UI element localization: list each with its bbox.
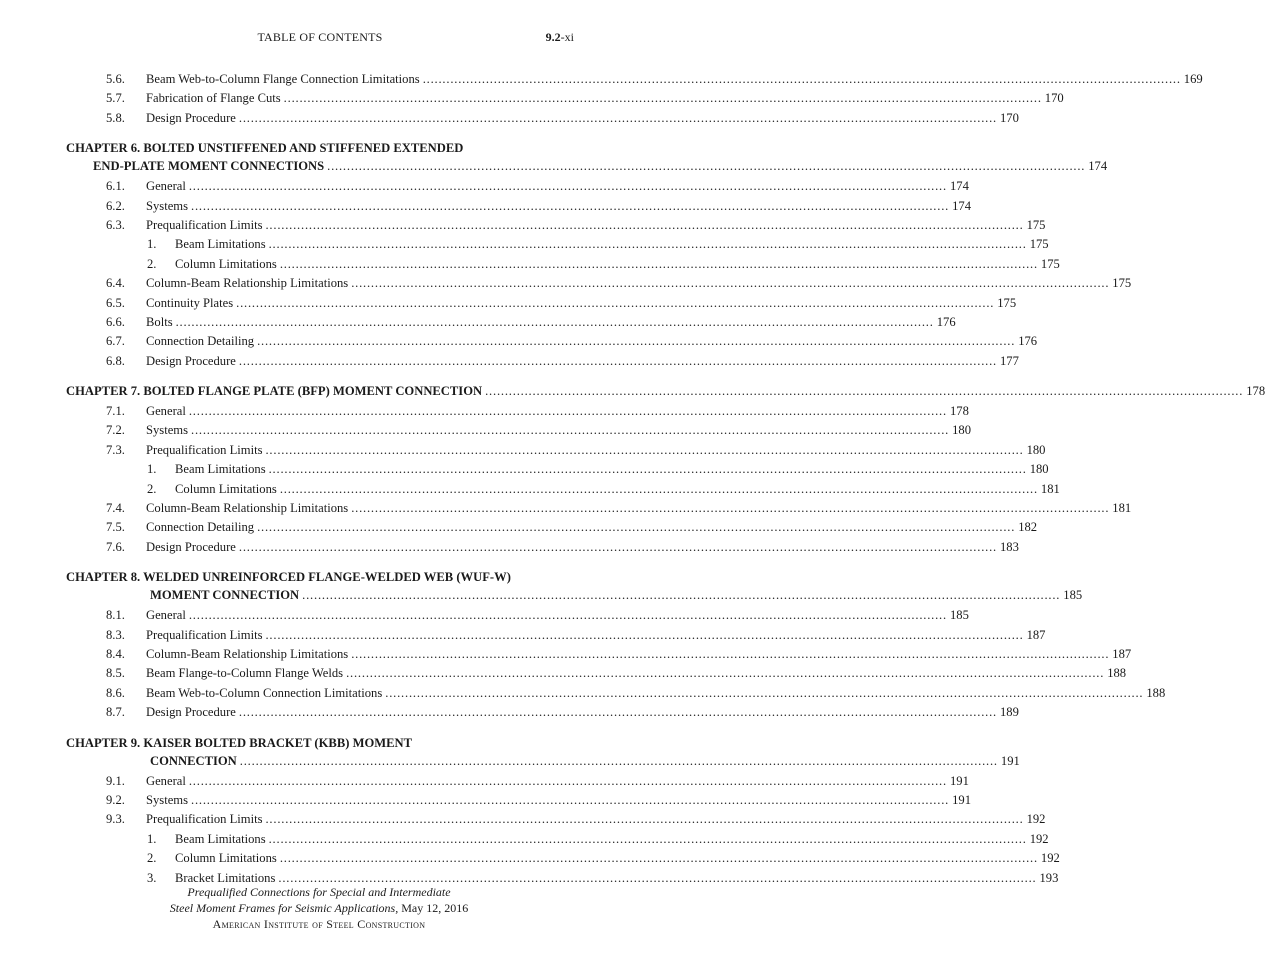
section-number: 7.2. xyxy=(106,423,125,438)
dot-leader: ................................................................................................................................................................................................ xyxy=(485,384,1244,399)
section-number: 6.4. xyxy=(106,276,125,291)
page-ref: 170 xyxy=(1044,91,1064,106)
running-title: TABLE OF CONTENTS xyxy=(257,30,383,44)
subsection-title: Bracket Limitations xyxy=(175,870,276,885)
toc-entry[interactable] xyxy=(0,70,1203,89)
dot-leader: ................................................................................................................................................................................................ xyxy=(191,792,950,807)
dot-leader: ................................................................................................................................................................................................ xyxy=(351,646,1110,661)
section-number: 9.1. xyxy=(106,773,125,788)
page-ref: 187 xyxy=(1026,627,1046,642)
section-number: 6.8. xyxy=(106,353,125,368)
chapter-heading[interactable] xyxy=(0,139,1108,177)
page-ref: 185 xyxy=(949,608,969,623)
dot-leader: ................................................................................................................................................................................................ xyxy=(279,851,1038,866)
section-title: Column-Beam Relationship Limitations xyxy=(146,501,349,516)
section-title: General xyxy=(146,773,186,788)
dot-leader: ................................................................................................................................................................................................ xyxy=(278,870,1037,885)
dot-leader: ................................................................................................................................................................................................ xyxy=(279,256,1038,271)
dot-leader: ................................................................................................................................................................................................ xyxy=(265,812,1024,827)
page-ref: 174 xyxy=(952,198,971,213)
page-ref: 178 xyxy=(949,404,969,419)
section-title: Column-Beam Relationship Limitations xyxy=(146,276,349,291)
page-number xyxy=(546,30,574,45)
dot-leader: ................................................................................................................................................................................................ xyxy=(268,462,1027,477)
toc-entry[interactable] xyxy=(0,441,1046,460)
section-number: 8.1. xyxy=(106,608,125,623)
section-title: Prequalification Limits xyxy=(146,812,263,827)
toc-subentry[interactable] xyxy=(0,255,1060,274)
chapter-title-line1: CHAPTER 8. WELDED UNREINFORCED FLANGE-WELDED WEB (WUF-W) xyxy=(66,570,511,585)
subsection-number: 2. xyxy=(147,481,157,496)
section-number: 7.5. xyxy=(106,520,125,535)
dot-leader: ................................................................................................................................................................................................ xyxy=(265,217,1024,232)
dot-leader: ................................................................................................................................................................................................ xyxy=(191,423,950,438)
subsection-number: 1. xyxy=(147,462,157,477)
section-number: 6.7. xyxy=(106,334,125,349)
section-title: Prequalification Limits xyxy=(146,217,263,232)
dot-leader: ................................................................................................................................................................................................ xyxy=(302,588,1061,603)
page-ref: 180 xyxy=(952,423,971,438)
subsection-title: Beam Limitations xyxy=(175,237,266,252)
toc-entry[interactable] xyxy=(0,332,1038,351)
section-title: Systems xyxy=(146,198,188,213)
section-number: 7.4. xyxy=(106,501,125,516)
section-number: 8.5. xyxy=(106,666,125,681)
chapter-title-line1: CHAPTER 9. KAISER BOLTED BRACKET (KBB) MOMENT xyxy=(66,735,413,750)
section-number: 9.3. xyxy=(106,812,125,827)
subsection-number: 2. xyxy=(147,851,157,866)
subsection-number: 1. xyxy=(147,237,157,252)
section-number: 5.7. xyxy=(106,91,125,106)
toc-entry[interactable] xyxy=(0,538,1019,557)
chapter-title-line2: CONNECTION xyxy=(150,753,237,768)
chapter-heading[interactable] xyxy=(0,734,1020,772)
section-title: General xyxy=(146,608,186,623)
section-number: 6.3. xyxy=(106,217,125,232)
page-ref: 175 xyxy=(1029,237,1049,252)
toc-subentry[interactable] xyxy=(0,235,1049,254)
section-title: Connection Detailing xyxy=(146,520,255,535)
subsection-title: Beam Limitations xyxy=(175,831,266,846)
page-ref: 187 xyxy=(1112,646,1132,661)
page-ref: 192 xyxy=(1040,851,1060,866)
page-ref: 175 xyxy=(1112,276,1132,291)
toc-entry[interactable] xyxy=(0,703,1019,722)
section-number: 7.6. xyxy=(106,539,125,554)
section-title: General xyxy=(146,404,186,419)
section-title: Beam Web-to-Column Connection Limitations xyxy=(146,685,383,700)
footer-subtitle-italic: Steel Moment Frames for Seismic Applications, xyxy=(169,901,399,915)
toc-entry[interactable] xyxy=(0,791,971,810)
page-ref: 170 xyxy=(1000,110,1019,125)
page-ref: 193 xyxy=(1039,870,1059,885)
toc-entry[interactable] xyxy=(0,518,1038,537)
section-number: 8.7. xyxy=(106,705,125,720)
dot-leader: ................................................................................................................................................................................................ xyxy=(188,404,947,419)
dot-leader: ................................................................................................................................................................................................ xyxy=(283,91,1042,106)
dot-leader: ................................................................................................................................................................................................ xyxy=(351,276,1110,291)
toc-entry[interactable] xyxy=(0,684,1166,703)
page-ref: 183 xyxy=(1000,539,1019,554)
page-ref: 192 xyxy=(1029,831,1049,846)
section-title: Fabrication of Flange Cuts xyxy=(146,91,281,106)
dot-leader: ................................................................................................................................................................................................ xyxy=(422,72,1181,86)
dot-leader: ................................................................................................................................................................................................ xyxy=(257,520,1016,535)
toc-subentry[interactable] xyxy=(0,830,1049,849)
dot-leader: ................................................................................................................................................................................................ xyxy=(346,666,1105,681)
dot-leader: ................................................................................................................................................................................................ xyxy=(188,608,947,623)
section-number: 9.2. xyxy=(106,792,125,807)
footer-date: May 12, 2016 xyxy=(398,901,469,915)
dot-leader: ................................................................................................................................................................................................ xyxy=(191,198,950,213)
toc-subentry[interactable] xyxy=(0,480,1060,499)
section-number: 6.6. xyxy=(106,314,125,329)
dot-leader: ................................................................................................................................................................................................ xyxy=(257,334,1016,349)
page-ref: 185 xyxy=(1063,588,1083,603)
page-ref: 178 xyxy=(1246,384,1265,399)
toc-subentry[interactable] xyxy=(0,460,1049,479)
dot-leader: ................................................................................................................................................................................................ xyxy=(238,110,997,125)
toc-entry[interactable] xyxy=(0,626,1046,645)
page-ref: 176 xyxy=(1018,334,1038,349)
toc-entry[interactable] xyxy=(0,274,1132,293)
page-ref: 180 xyxy=(1029,462,1049,477)
page-ref: 174 xyxy=(1088,159,1108,174)
toc-entry[interactable] xyxy=(0,499,1132,518)
toc-entry[interactable] xyxy=(0,664,1127,683)
footer-publication-title: Prequalified Connections for Special and Intermediate xyxy=(187,885,451,899)
chapter-heading[interactable] xyxy=(0,382,1265,402)
page-ref: 174 xyxy=(949,179,969,194)
footer-publisher: American Institute of Steel Construction xyxy=(212,917,426,931)
page-ref: 182 xyxy=(1018,520,1038,535)
dot-leader: ................................................................................................................................................................................................ xyxy=(238,539,997,554)
page-header xyxy=(66,30,574,46)
toc-entry[interactable] xyxy=(0,313,956,332)
page-ref: 191 xyxy=(1000,753,1020,768)
page-ref: 181 xyxy=(1112,501,1132,516)
footer-publication-subtitle xyxy=(0,900,638,916)
page-ref: 189 xyxy=(1000,705,1019,720)
section-number: 8.4. xyxy=(106,646,125,661)
section-title: Beam Flange-to-Column Flange Welds xyxy=(146,666,344,681)
section-number: 5.8. xyxy=(106,110,125,125)
section-number: 6.5. xyxy=(106,295,125,310)
section-number: 7.1. xyxy=(106,404,125,419)
dot-leader: ................................................................................................................................................................................................ xyxy=(268,831,1027,846)
page-ref: 181 xyxy=(1040,481,1060,496)
chapter-title-line2: END-PLATE MOMENT CONNECTIONS xyxy=(93,159,325,174)
toc-entry[interactable] xyxy=(0,197,971,216)
page-number-volume: 9.2 xyxy=(545,30,561,44)
chapter-title: CHAPTER 7. BOLTED FLANGE PLATE (BFP) MOMENT CONNECTION xyxy=(66,384,483,399)
section-number: 6.2. xyxy=(106,198,125,213)
toc-entry[interactable] xyxy=(0,89,1064,108)
section-title: Design Procedure xyxy=(146,353,236,368)
page-ref: 169 xyxy=(1183,72,1203,86)
toc-entry[interactable] xyxy=(0,421,971,440)
dot-leader: ................................................................................................................................................................................................ xyxy=(188,773,947,788)
page-ref: 176 xyxy=(936,314,956,329)
page-ref: 175 xyxy=(1026,217,1046,232)
section-number: 8.3. xyxy=(106,627,125,642)
subsection-number: 3. xyxy=(147,870,157,885)
section-title: Continuity Plates xyxy=(146,295,234,310)
page-ref: 175 xyxy=(1040,256,1060,271)
dot-leader: ................................................................................................................................................................................................ xyxy=(236,295,995,310)
toc-entry[interactable] xyxy=(0,294,1017,313)
toc-entry[interactable] xyxy=(0,645,1132,664)
page-footer xyxy=(0,884,638,932)
section-title: General xyxy=(146,179,186,194)
page-ref: 180 xyxy=(1026,442,1046,457)
section-title: Design Procedure xyxy=(146,539,236,554)
toc-entry[interactable] xyxy=(0,177,969,196)
table-of-contents xyxy=(0,70,1265,888)
page-ref: 191 xyxy=(952,792,971,807)
subsection-title: Column Limitations xyxy=(175,256,277,271)
dot-leader: ................................................................................................................................................................................................ xyxy=(351,501,1110,516)
dot-leader: ................................................................................................................................................................................................ xyxy=(175,314,934,329)
section-number: 5.6. xyxy=(106,72,125,86)
dot-leader: ................................................................................................................................................................................................ xyxy=(238,353,997,368)
dot-leader: ................................................................................................................................................................................................ xyxy=(265,627,1024,642)
section-title: Prequalification Limits xyxy=(146,627,263,642)
dot-leader: ................................................................................................................................................................................................ xyxy=(238,705,997,720)
toc-entry[interactable] xyxy=(0,109,1019,128)
page-number-roman: -xi xyxy=(560,30,574,44)
dot-leader: ................................................................................................................................................................................................ xyxy=(279,481,1038,496)
toc-entry[interactable] xyxy=(0,352,1019,371)
toc-entry[interactable] xyxy=(0,216,1046,235)
dot-leader: ................................................................................................................................................................................................ xyxy=(188,179,947,194)
page-ref: 177 xyxy=(1000,353,1019,368)
dot-leader: ................................................................................................................................................................................................ xyxy=(385,685,1144,700)
dot-leader: ................................................................................................................................................................................................ xyxy=(265,442,1024,457)
section-number: 8.6. xyxy=(106,685,125,700)
page-ref: 188 xyxy=(1107,666,1127,681)
dot-leader: ................................................................................................................................................................................................ xyxy=(239,753,998,768)
subsection-title: Column Limitations xyxy=(175,851,277,866)
section-title: Bolts xyxy=(146,314,173,329)
page-ref: 188 xyxy=(1146,685,1166,700)
page-ref: 191 xyxy=(949,773,969,788)
subsection-title: Beam Limitations xyxy=(175,462,266,477)
toc-entry[interactable] xyxy=(0,606,969,625)
section-title: Design Procedure xyxy=(146,110,236,125)
toc-entry[interactable] xyxy=(0,810,1046,829)
section-title: Beam Web-to-Column Flange Connection Limitations xyxy=(146,72,420,86)
section-title: Column-Beam Relationship Limitations xyxy=(146,646,349,661)
chapter-title-line1: CHAPTER 6. BOLTED UNSTIFFENED AND STIFFENED EXTENDED xyxy=(66,141,464,156)
section-number: 6.1. xyxy=(106,179,125,194)
dot-leader: ................................................................................................................................................................................................ xyxy=(327,159,1086,174)
chapter-title-line2: MOMENT CONNECTION xyxy=(150,588,300,603)
page-ref: 192 xyxy=(1026,812,1046,827)
page-ref: 175 xyxy=(997,295,1017,310)
dot-leader: ................................................................................................................................................................................................ xyxy=(268,237,1027,252)
subsection-number: 1. xyxy=(147,831,157,846)
chapter-heading[interactable] xyxy=(0,568,1083,606)
section-title: Systems xyxy=(146,792,188,807)
section-title: Design Procedure xyxy=(146,705,236,720)
section-number: 7.3. xyxy=(106,442,125,457)
section-title: Prequalification Limits xyxy=(146,442,263,457)
toc-subentry[interactable] xyxy=(0,849,1060,868)
section-title: Systems xyxy=(146,423,188,438)
subsection-title: Column Limitations xyxy=(175,481,277,496)
subsection-number: 2. xyxy=(147,256,157,271)
section-title: Connection Detailing xyxy=(146,334,255,349)
toc-entry[interactable] xyxy=(0,772,969,791)
toc-entry[interactable] xyxy=(0,402,969,421)
